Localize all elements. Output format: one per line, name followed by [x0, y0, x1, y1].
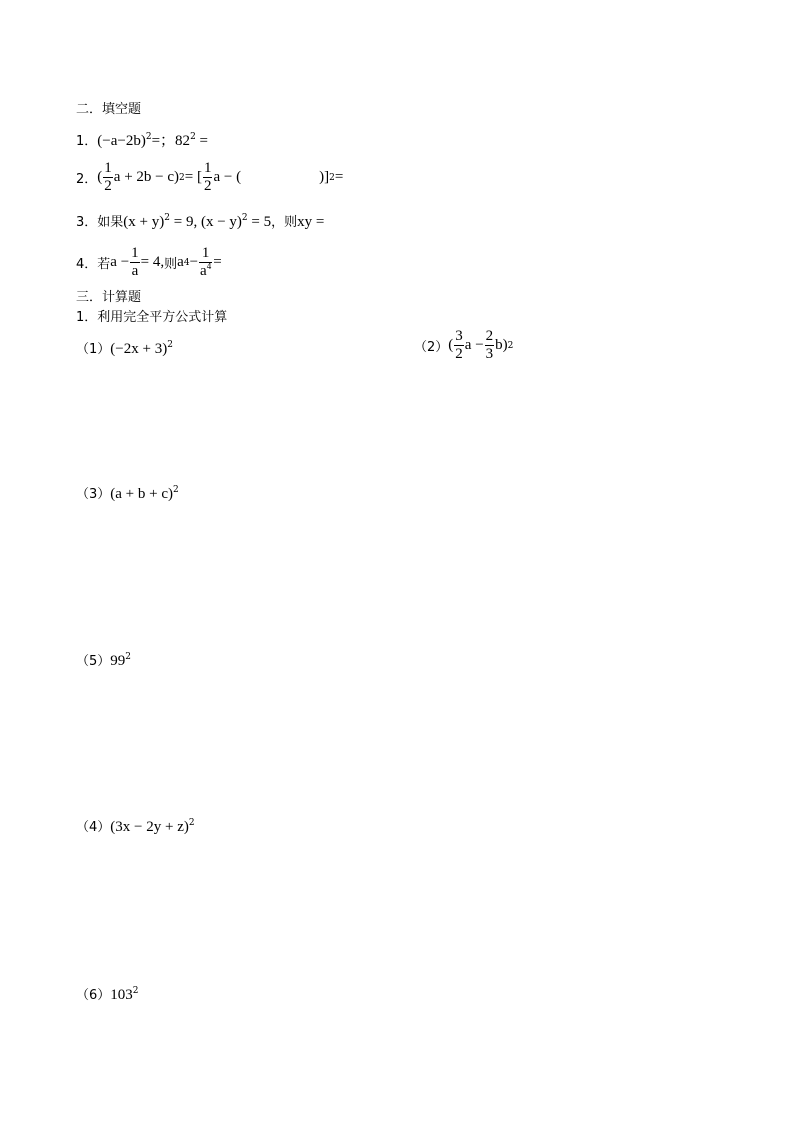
problem-6 [76, 984, 139, 1004]
denominator: 2 [104, 178, 112, 194]
expression: (x − y) [200, 214, 242, 230]
problem-5 [76, 650, 131, 670]
expression: − [189, 254, 199, 270]
expression: (−a−2b) [97, 133, 146, 149]
expression: a + 2b − c) [113, 169, 180, 185]
question-number: 1． [76, 134, 98, 149]
numerator: 1 [203, 160, 212, 176]
question-2: 2． ( $\frac{1}{2}$ a + 2b − c) 2 = [ $\frac{1}{2}$ a − ( )] 2 = [76, 160, 344, 194]
expression: = 9, [169, 214, 201, 230]
exponent: 4 [206, 261, 212, 271]
expression: (3x − 2y + z) [110, 819, 189, 835]
expression: (a + b + c) [110, 486, 174, 502]
fraction [199, 245, 212, 280]
problem-2: （2） ( $\frac{3}{2}$ a − $\frac{2}{3}$ b) 2 [414, 328, 514, 362]
fraction [454, 328, 464, 363]
question-1 [76, 129, 208, 150]
fraction [103, 160, 113, 195]
exponent: 2 [132, 986, 139, 996]
problem-label: （5） [76, 654, 111, 669]
problem-3 [76, 483, 179, 503]
expression: (x + y) [123, 214, 165, 230]
exponent: 2 [188, 818, 195, 828]
section-3-title: 三．计算题 [76, 290, 142, 305]
expression: = 4, [140, 254, 165, 270]
exponent: 2 [167, 340, 173, 350]
expression: 103 [110, 987, 133, 1003]
question-3 [76, 211, 324, 231]
numerator: 1 [104, 160, 112, 176]
expression-close: b) [495, 337, 508, 353]
expression: 99 [110, 653, 126, 669]
section-2-title: 二．填空题 [76, 102, 142, 117]
paren-open: ( [448, 337, 454, 353]
question-connector: 则 [164, 257, 178, 272]
exponent: 2 [173, 485, 179, 495]
question-number: 3． [76, 215, 98, 230]
problem-4 [76, 816, 195, 836]
numerator: 3 [455, 328, 463, 344]
expression-close: )] [319, 169, 330, 185]
exponent: 2 [164, 213, 170, 223]
expression-tail: = [213, 254, 222, 270]
expression: a − [110, 254, 130, 270]
expression: a − ( [213, 169, 242, 185]
denominator-base: a [200, 263, 207, 279]
question-number: 2． [76, 172, 98, 187]
problem-label: （2） [414, 340, 449, 355]
fraction [203, 160, 213, 195]
section-3-subtitle: 1．利用完全平方公式计算 [76, 310, 228, 325]
fraction [130, 245, 140, 280]
numerator: 1 [201, 245, 210, 261]
expression: a − [464, 337, 484, 353]
problem-1 [76, 338, 173, 358]
denominator: 3 [485, 346, 494, 362]
denominator [199, 262, 212, 280]
denominator: 2 [203, 178, 212, 194]
problem-label: （4） [76, 820, 111, 835]
question-4: 4． 若 a − $\frac{1}{a}$ = 4, 则 a 4 − $\frac{1}{a^4}$ = [76, 245, 222, 279]
expression: xy = [297, 214, 325, 230]
exponent: 2 [145, 132, 152, 142]
equals: = [ [184, 169, 202, 185]
expression-tail: = [195, 133, 209, 149]
expression: = 5 [247, 214, 272, 230]
exponent: 2 [190, 132, 196, 142]
question-connector: ，则 [271, 215, 298, 230]
question-prefix: 若 [97, 257, 111, 272]
denominator: a [131, 263, 139, 279]
denominator: 2 [455, 346, 463, 362]
exponent: 2 [125, 652, 132, 662]
numerator: 1 [131, 245, 139, 261]
problem-label: （1） [76, 342, 111, 357]
expression-mid: =；82 [151, 133, 191, 149]
question-number: 4． [76, 257, 98, 272]
expression: a [177, 254, 184, 270]
expression-tail: = [334, 169, 344, 185]
expression: (−2x + 3) [110, 341, 168, 357]
numerator: 2 [485, 328, 494, 344]
question-prefix: 如果 [97, 215, 124, 230]
fraction [485, 328, 495, 363]
problem-label: （6） [76, 988, 111, 1003]
problem-label: （3） [76, 487, 111, 502]
paren-open: ( [97, 169, 103, 185]
exponent: 2 [241, 213, 248, 223]
